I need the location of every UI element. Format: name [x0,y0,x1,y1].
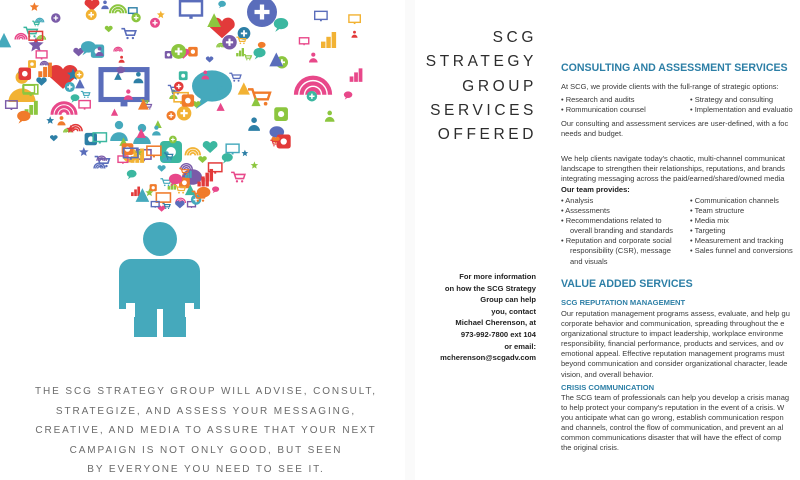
list-item: • Reputation and corporate social [561,236,673,246]
tagline-line: CREATIVE, AND MEDIA TO ASSURE THAT YOUR NEXT [35,425,377,436]
crisis-paragraph [561,393,800,454]
title-line: STRATEGY [425,53,537,71]
title-line: SERVICES [430,101,537,119]
list-item: • Targeting [690,226,793,236]
consulting-paragraph-2 [561,154,800,184]
text-line: common communications disaster that will have the effect of comp [561,433,782,443]
tagline-line: CAMPAIGN IS NOT ONLY GOOD, BUT SEEN [69,444,343,456]
team-provides-label: Our team provides: [561,185,630,194]
text-line: corporate behavior and communication, spreading throughout the e [561,319,785,329]
list-item-continuation: and visuals [570,256,608,266]
consulting-paragraph-1 [561,119,800,139]
list-item: • Communication channels [690,196,793,206]
tagline [12,382,400,480]
contact-line: 973-992-7800 ext 104 [460,329,536,339]
page-gutter [405,0,415,480]
contact-line: Group can help [480,295,536,305]
list-item: • Measurement and tracking [690,236,793,246]
contact-line: For more information [459,272,536,281]
text-line: vision, and overall behavior. [561,369,654,379]
list-item: • Implementation and evaluatio [690,105,793,115]
text-line: We help clients navigate today's chaotic, multi-channel communicat [561,154,785,163]
contact-email[interactable]: mcherenson@scgadv.com [440,353,536,363]
page-title [420,26,537,147]
list-item-continuation: responsibility (CSR), message [570,246,671,256]
text-line: Our reputation management programs assess, evaluate, and help gu [561,309,790,318]
text-line: needs and budget. [561,129,624,139]
list-item: • Strategy and consulting [690,95,793,105]
tagline-line: BY EVERYONE YOU NEED TO SEE IT. [87,464,325,475]
title-line: OFFERED [437,126,537,144]
contact-line: Michael Cherenson, at [455,318,536,328]
text-line: you anticipate what can go wrong, establish communication respon [561,413,784,423]
tagline-line: THE SCG STRATEGY GROUP WILL ADVISE, CONSULT, [35,386,377,397]
list-item: • Research and audits [561,95,646,105]
list-item: • Analysis [561,196,673,206]
text-line: to help protect your company's reputation in the event of a crisis. W [561,403,785,413]
contact-line: or email: [504,341,536,351]
title-line: SCG [492,29,537,46]
options-list-right [690,95,793,115]
text-line: The SCG team of professionals can help you develop a crisis manag [561,393,790,402]
list-item: • Recommendations related to [561,216,673,226]
consulting-intro-text: At SCG, we provide clients with the full-range of strategic options: [561,82,779,91]
contact-info [420,271,536,364]
crisis-heading: CRISIS COMMUNICATION [561,383,655,392]
title-line: GROUP [462,77,537,95]
consulting-heading: CONSULTING AND ASSESSMENT SERVICES [561,62,788,74]
text-line: Our consulting and assessment services are user-defined, with a foc [561,119,789,128]
value-added-heading: VALUE ADDED SERVICES [561,278,693,290]
contact-line: on how the SCG Strategy [444,283,536,293]
services-content [561,0,800,480]
list-item-continuation: overall branding and standards [570,226,673,236]
options-list-left [561,95,646,115]
text-line: the original crisis. [561,443,619,453]
list-item: • Team structure [690,206,793,216]
text-line: landscape to strengthen their relationships, reputations, and brands [561,164,785,174]
consulting-intro [561,82,800,92]
text-line: responsibility, financial performance, products and services, and ov [561,339,784,349]
text-line: integrating messaging across the paid/earned/shared/owned media [561,174,785,184]
team-list-right [690,196,793,257]
reputation-heading: SCG REPUTATION MANAGEMENT [561,298,686,307]
list-item: • Assessments [561,206,673,216]
text-line: emotional appeal. Effective reputation management programs must [561,349,785,359]
text-line: beyond communication and consider organizational character, leade [561,359,788,369]
contact-line: you, contact [491,306,536,316]
reputation-paragraph [561,309,800,380]
list-item: • Sales funnel and conversions [690,246,793,256]
list-item: • Rommunication counsel [561,105,646,115]
text-line: organizational structure to impact leadership, workplace environme [561,329,784,339]
tagline-line: STRATEGIZE, AND ASSESS YOUR MESSAGING, [55,405,357,417]
team-list-left [561,196,673,267]
list-item: • Media mix [690,216,793,226]
text-line: and channels, control the flow of communication, and prevent an al [561,423,784,433]
